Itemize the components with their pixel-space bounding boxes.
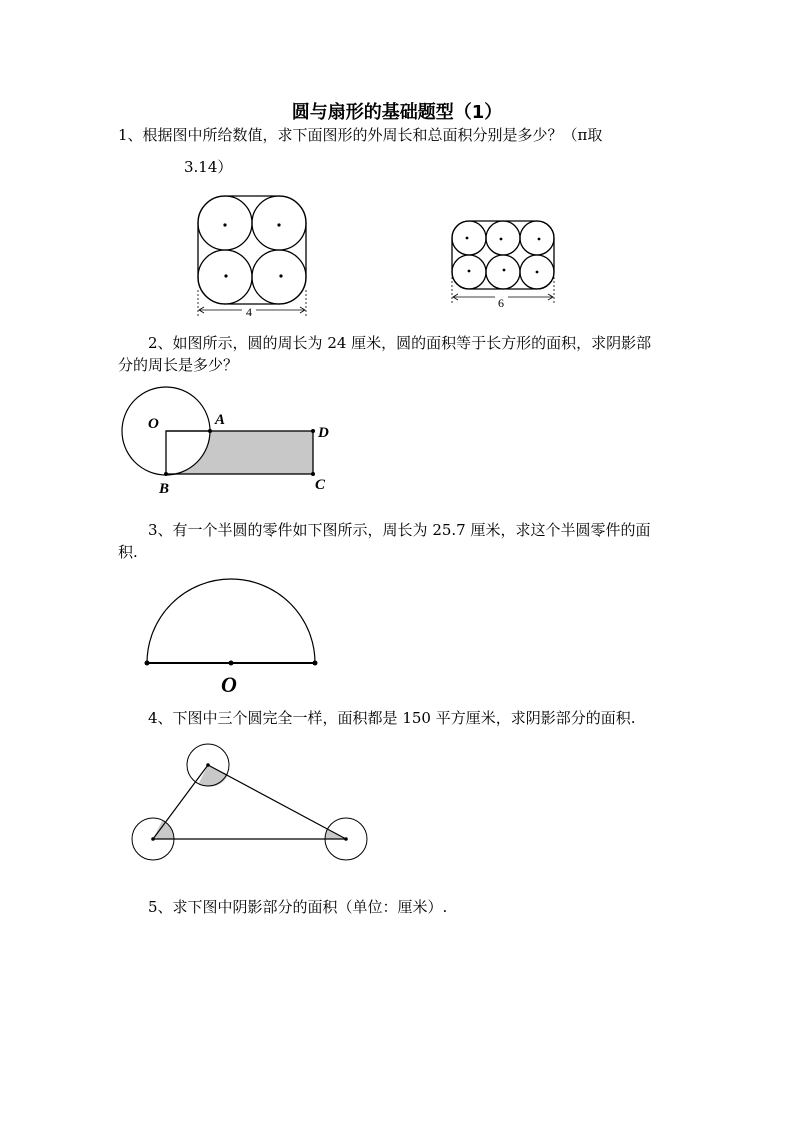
q4-vertex-right: [344, 837, 348, 841]
q1b-dim-label: 6: [498, 296, 504, 310]
q3-center-point: [229, 661, 234, 666]
q1b-circle: [486, 255, 520, 289]
q5-text: 5、求下图中阴影部分的面积（单位：厘米）.: [148, 898, 448, 916]
q2-text-line1: 2、如图所示，圆的周长为 24 厘米，圆的面积等于长方形的面积，求阴影部: [148, 334, 652, 352]
q2-label-b: B: [159, 481, 170, 497]
q1-text-line2: 3.14）: [184, 158, 233, 176]
q3-figure-semicircle: [140, 575, 325, 700]
q1b-center-dot: [466, 237, 469, 240]
q2-shaded-region: [166, 431, 313, 474]
q1a-circle: [198, 196, 252, 250]
q2-label-c: C: [315, 477, 326, 493]
q1a-dim-label: 4: [246, 305, 252, 319]
q1a-circle: [252, 196, 306, 250]
q1b-circle: [452, 221, 486, 255]
q2-point-a: [208, 429, 212, 433]
q4-sector-left: [153, 820, 174, 839]
q4-text: 4、下图中三个圆完全一样，面积都是 150 平方厘米，求阴影部分的面积.: [148, 709, 636, 727]
q4-vertex-top: [206, 763, 210, 767]
q1b-center-dot: [536, 271, 539, 274]
q2-figure-circle-rectangle: [115, 385, 345, 500]
q3-endpoint-left: [145, 661, 150, 666]
q1a-center-dot: [224, 274, 227, 277]
q1b-center-dot: [538, 238, 541, 241]
page-title: 圆与扇形的基础题型（1）: [291, 102, 503, 123]
q1-text-line1: 1、根据图中所给数值，求下面图形的外周长和总面积分别是多少？（π取: [118, 126, 603, 144]
q3-text-line1: 3、有一个半圆的零件如下图所示，周长为 25.7 厘米，求这个半圆零件的面: [148, 521, 651, 539]
q1b-circle: [520, 221, 554, 255]
q1b-center-dot: [500, 238, 503, 241]
q1a-center-dot: [279, 274, 282, 277]
q2-point-c: [311, 472, 315, 476]
q4-figure-triangle-circles: [125, 740, 375, 865]
q1a-square: [198, 196, 306, 304]
q2-label-o: O: [148, 416, 159, 432]
q1b-center-dot: [468, 270, 471, 273]
q4-vertex-left: [151, 837, 155, 841]
q1b-center-dot: [503, 269, 506, 272]
q4-triangle: [153, 765, 346, 839]
q2-point-b: [164, 472, 168, 476]
q1-figure-six-circles: [445, 215, 570, 315]
q1b-circle: [486, 221, 520, 255]
q3-text-line2: 积.: [118, 543, 138, 561]
q1a-center-dot: [223, 223, 226, 226]
q1a-circle: [252, 250, 306, 304]
q3-label-o: O: [221, 672, 237, 697]
q3-endpoint-right: [313, 661, 318, 666]
q2-label-d: D: [318, 425, 329, 441]
q1a-center-dot: [277, 223, 280, 226]
q3-semicircle-arc: [147, 579, 315, 663]
q2-point-d: [311, 429, 315, 433]
q2-label-a: A: [215, 412, 226, 428]
q2-text-line2: 分的周长是多少？: [118, 356, 239, 374]
q1-figure-four-circles: [190, 190, 315, 320]
